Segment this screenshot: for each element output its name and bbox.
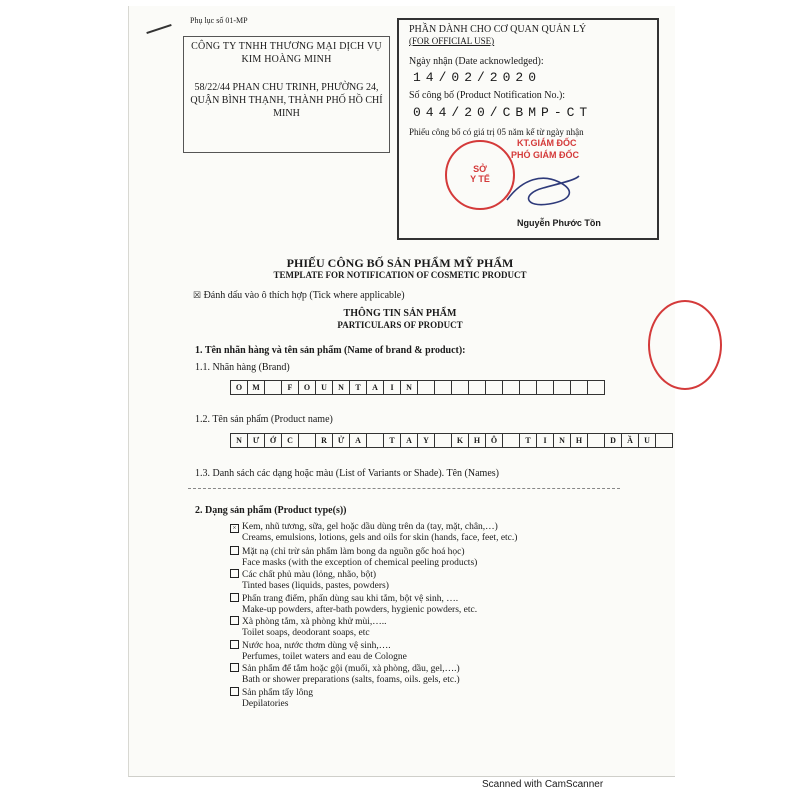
product-cell: T [520, 434, 537, 447]
type-label-vi: Xà phòng tắm, xà phòng khử mùi,….. [242, 617, 387, 627]
brand-cell: O [231, 381, 248, 394]
type-label-en: Perfumes, toilet waters and eau de Cologne [242, 651, 407, 662]
official-title: PHẦN DÀNH CHO CƠ QUAN QUẢN LÝ [409, 24, 587, 35]
type-label-en: Depilatories [242, 698, 289, 709]
brand-cell [418, 381, 435, 394]
particulars-subtitle: PARTICULARS OF PRODUCT [337, 320, 463, 330]
product-type-item [230, 663, 460, 686]
product-cell [656, 434, 673, 447]
product-cell: Ô [486, 434, 503, 447]
brand-cell: O [299, 381, 316, 394]
role-deputy: PHÓ GIÁM ĐỐC [511, 150, 580, 160]
particulars-title: THÔNG TIN SẢN PHẨM [343, 308, 457, 319]
section1-heading: 1. Tên nhãn hàng và tên sản phẩm (Name of brand & product): [195, 345, 466, 356]
validity-note: Phiếu công bố có giá trị 05 năm kể từ ngày nhận [409, 127, 584, 137]
product-cell: Ớ [265, 434, 282, 447]
brand-cell [265, 381, 282, 394]
type-label-vi: Các chất phủ màu (lỏng, nhão, bột) [242, 570, 377, 580]
type-label-en: Tinted bases (liquids, pastes, powders) [242, 581, 389, 591]
brand-cell [452, 381, 469, 394]
brand-cell: U [316, 381, 333, 394]
product-cell: I [537, 434, 554, 447]
brand-label: 1.1. Nhãn hàng (Brand) [195, 362, 290, 373]
form-title: PHIẾU CÔNG BỐ SẢN PHẨM MỸ PHẨM [286, 256, 514, 270]
type-label-vi: Mặt nạ (chỉ trừ sản phẩm làm bong da nguồn gốc hoá học) [242, 546, 465, 557]
product-cell: Ầ [622, 434, 639, 447]
type-label-vi: Kem, nhũ tương, sữa, gel hoặc dầu dùng trên da (tay, mặt, chân,…) [242, 522, 498, 532]
product-cell [367, 434, 384, 447]
type-label-en: Creams, emulsions, lotions, gels and oils for skin (hands, face, feet, etc.) [242, 533, 518, 543]
date-value: 14/02/2020 [413, 70, 542, 85]
brand-grid [230, 380, 605, 395]
product-type-item [230, 546, 477, 569]
product-cell: T [384, 434, 401, 447]
brand-cell: N [401, 381, 418, 394]
checkbox[interactable]: × [230, 524, 239, 533]
product-cell: R [316, 434, 333, 447]
product-cell: Ử [333, 434, 350, 447]
product-cell: N [554, 434, 571, 447]
brand-cell [435, 381, 452, 394]
checkbox[interactable] [230, 546, 239, 555]
form-subtitle: TEMPLATE FOR NOTIFICATION OF COSMETIC PRODUCT [273, 270, 527, 280]
product-label: 1.2. Tên sản phẩm (Product name) [195, 414, 333, 425]
variants-label: 1.3. Danh sách các dạng hoặc màu (List of Variants or Shade). Tên (Names) [195, 468, 499, 479]
product-type-item [230, 593, 477, 616]
brand-cell [537, 381, 554, 394]
seal-text-1: SỞ [473, 164, 487, 174]
signature [503, 170, 583, 216]
product-cell [503, 434, 520, 447]
brand-cell: A [367, 381, 384, 394]
product-cell: Y [418, 434, 435, 447]
product-cell: H [571, 434, 588, 447]
type-label-vi: Phấn trang điểm, phấn dùng sau khi tắm, bột vệ sinh, …. [242, 593, 459, 604]
type-label-en: Bath or shower preparations (salts, foams, oils. gels, etc.) [242, 675, 460, 685]
seal-text-2: Y TẾ [470, 174, 490, 184]
product-type-item [230, 569, 389, 592]
type-label-en: Toilet soaps, deodorant soaps, etc [242, 628, 370, 638]
divider [188, 488, 620, 489]
brand-cell [571, 381, 588, 394]
type-label-vi: Nước hoa, nước thơm dùng vệ sinh,…. [242, 640, 391, 651]
product-cell [588, 434, 605, 447]
brand-cell: T [350, 381, 367, 394]
type-label-vi: Sản phẩm để tắm hoặc gội (muối, xà phòng, dầu, gel,….) [242, 664, 460, 674]
checkbox[interactable] [230, 663, 239, 672]
brand-cell: M [248, 381, 265, 394]
product-cell [299, 434, 316, 447]
product-cell: D [605, 434, 622, 447]
product-cell: N [231, 434, 248, 447]
official-subtitle: (FOR OFFICIAL USE) [409, 36, 495, 46]
date-label: Ngày nhận (Date acknowledged): [409, 56, 544, 67]
checkbox[interactable] [230, 593, 239, 602]
tick-note: ☒ Đánh dấu vào ô thích hợp (Tick where applicable) [193, 290, 405, 301]
checkbox[interactable] [230, 569, 239, 578]
brand-cell [486, 381, 503, 394]
annex-label: Phụ lục số 01-MP [190, 16, 248, 25]
product-cell: U [639, 434, 656, 447]
brand-cell: I [384, 381, 401, 394]
scanner-footer: Scanned with CamScanner [482, 779, 604, 790]
signer-name: Nguyễn Phước Tồn [517, 218, 601, 228]
official-use-box [397, 18, 659, 240]
number-value: 044/20/CBMP-CT [413, 105, 593, 120]
product-cell: A [350, 434, 367, 447]
product-grid [230, 433, 673, 448]
product-type-item [230, 687, 313, 710]
type-label-en: Face masks (with the exception of chemical peeling products) [242, 557, 478, 568]
role-director: KT.GIÁM ĐỐC [517, 138, 577, 148]
product-cell: Ư [248, 434, 265, 447]
number-label: Số công bố (Product Notification No.): [409, 90, 566, 101]
product-type-item [230, 640, 407, 663]
brand-cell [588, 381, 605, 394]
brand-cell: N [333, 381, 350, 394]
product-type-item [230, 616, 386, 639]
product-cell [435, 434, 452, 447]
brand-cell [554, 381, 571, 394]
brand-cell: F [282, 381, 299, 394]
brand-cell [469, 381, 486, 394]
company-address: 58/22/44 PHAN CHU TRINH, PHƯỜNG 24, QUẬN BÌNH THẠNH, THÀNH PHỐ HỒ CHÍ MINH [190, 82, 383, 119]
product-cell: A [401, 434, 418, 447]
type-label-en: Make-up powders, after-bath powders, hygienic powders, etc. [242, 604, 478, 615]
section2-heading: 2. Dạng sản phẩm (Product type(s)) [195, 505, 347, 516]
checkbox[interactable] [230, 687, 239, 696]
checkbox[interactable] [230, 616, 239, 625]
tick-note-text: Đánh dấu vào ô thích hợp (Tick where applicable) [203, 290, 405, 301]
brand-cell [503, 381, 520, 394]
product-cell: K [452, 434, 469, 447]
product-cell: C [282, 434, 299, 447]
company-box [183, 36, 390, 153]
company-name: CÔNG TY TNHH THƯƠNG MẠI DỊCH VỤ KIM HOÀNG MINH [191, 41, 382, 65]
checkbox[interactable] [230, 640, 239, 649]
product-type-item [230, 522, 517, 544]
type-label-vi: Sản phẩm tẩy lông [242, 687, 313, 698]
product-cell: H [469, 434, 486, 447]
brand-cell [520, 381, 537, 394]
